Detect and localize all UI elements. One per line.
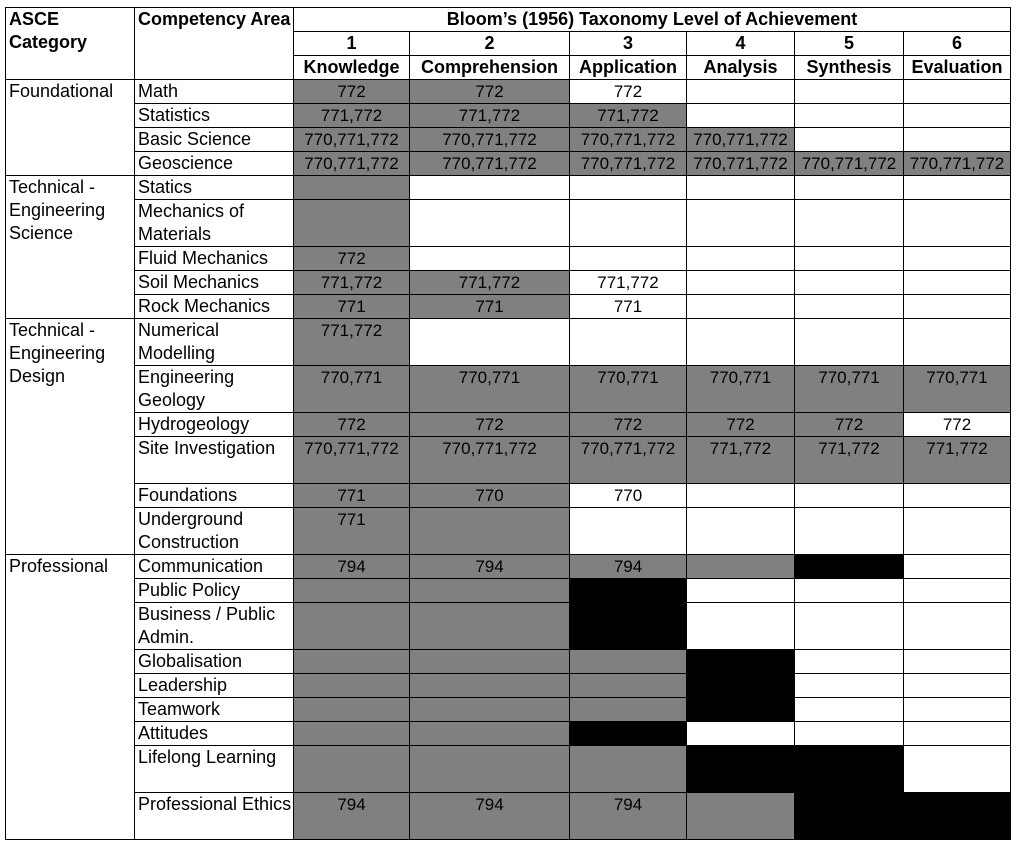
level-cell: 771,772 (294, 104, 410, 128)
level-cell (410, 722, 570, 746)
table-row (6, 128, 1011, 152)
competency-area-cell: Communication (135, 555, 294, 579)
level-cell: 771 (410, 295, 570, 319)
level-cell: 771,772 (570, 104, 687, 128)
level-cell: 770,771,772 (687, 128, 795, 152)
level-cell (687, 295, 795, 319)
competency-area-cell: Teamwork (135, 698, 294, 722)
level-cell: 770,771,772 (904, 152, 1011, 176)
level-cell (795, 128, 904, 152)
level-cell: 772 (570, 80, 687, 104)
level-cell: 770 (570, 484, 687, 508)
competency-area-cell: Engineering Geology (135, 366, 294, 413)
level-cell (410, 200, 570, 247)
level-cell: 772 (795, 413, 904, 437)
level-name: Analysis (687, 56, 795, 80)
category-cell: Technical - Engineering Science (6, 176, 135, 319)
table-row (6, 271, 1011, 295)
table-row (6, 247, 1011, 271)
level-cell (570, 176, 687, 200)
competency-area-cell: Globalisation (135, 650, 294, 674)
competency-area-cell: Fluid Mechanics (135, 247, 294, 271)
matrix-body (6, 80, 1011, 840)
level-cell: 770,771,772 (294, 152, 410, 176)
level-cell: 772 (410, 413, 570, 437)
level-cell (795, 271, 904, 295)
competency-area-cell: Soil Mechanics (135, 271, 294, 295)
level-number: 5 (795, 32, 904, 56)
level-cell: 794 (570, 555, 687, 579)
level-cell: 772 (294, 413, 410, 437)
competency-area-cell: Professional Ethics (135, 793, 294, 840)
level-cell (410, 674, 570, 698)
level-cell (294, 176, 410, 200)
level-cell (570, 247, 687, 271)
level-cell (687, 508, 795, 555)
level-cell: 794 (410, 555, 570, 579)
level-cell (904, 295, 1011, 319)
competency-area-cell: Basic Science (135, 128, 294, 152)
level-cell (687, 746, 795, 793)
level-name: Evaluation (904, 56, 1011, 80)
level-cell: 771,772 (904, 437, 1011, 484)
level-cell: 770,771,772 (410, 128, 570, 152)
level-cell (687, 271, 795, 295)
level-cell (294, 650, 410, 674)
level-cell: 770,771,772 (570, 437, 687, 484)
competency-area-cell: Attitudes (135, 722, 294, 746)
level-cell (687, 555, 795, 579)
level-cell: 771,772 (795, 437, 904, 484)
level-cell (687, 176, 795, 200)
level-cell (904, 247, 1011, 271)
table-row (6, 484, 1011, 508)
level-cell: 771,772 (294, 319, 410, 366)
table-row (6, 176, 1011, 200)
level-cell (570, 722, 687, 746)
table-row (6, 200, 1011, 247)
level-cell (410, 603, 570, 650)
level-cell (687, 722, 795, 746)
level-cell (795, 746, 904, 793)
level-cell (904, 555, 1011, 579)
level-cell (795, 247, 904, 271)
level-cell: 771,772 (410, 104, 570, 128)
level-number: 2 (410, 32, 570, 56)
level-cell (294, 722, 410, 746)
level-cell (795, 319, 904, 366)
level-cell (687, 650, 795, 674)
table-row (6, 319, 1011, 366)
level-cell (294, 674, 410, 698)
level-cell (904, 271, 1011, 295)
level-cell (904, 319, 1011, 366)
level-cell (904, 508, 1011, 555)
table-row (6, 366, 1011, 413)
level-cell (904, 104, 1011, 128)
level-cell: 771,772 (570, 271, 687, 295)
competency-area-cell: Statics (135, 176, 294, 200)
level-cell: 770,771,772 (410, 437, 570, 484)
level-number: 3 (570, 32, 687, 56)
competency-area-cell: Business / Public Admin. (135, 603, 294, 650)
level-number: 4 (687, 32, 795, 56)
level-cell: 772 (294, 80, 410, 104)
level-cell: 794 (570, 793, 687, 840)
table-row (6, 650, 1011, 674)
competency-area-cell: Math (135, 80, 294, 104)
table-row (6, 295, 1011, 319)
level-cell: 770,771,772 (410, 152, 570, 176)
level-cell (294, 603, 410, 650)
level-cell: 771 (294, 295, 410, 319)
level-cell: 771 (294, 508, 410, 555)
level-cell (570, 579, 687, 603)
level-cell (294, 200, 410, 247)
level-cell: 770,771,772 (687, 152, 795, 176)
competency-area-cell: Geoscience (135, 152, 294, 176)
table-row (6, 746, 1011, 793)
level-name: Comprehension (410, 56, 570, 80)
level-cell: 771,772 (410, 271, 570, 295)
table-row (6, 152, 1011, 176)
table-row (6, 508, 1011, 555)
level-cell (904, 80, 1011, 104)
competency-area-cell: Underground Construction (135, 508, 294, 555)
competency-matrix-table (5, 7, 1011, 840)
competency-area-cell: Rock Mechanics (135, 295, 294, 319)
level-cell (795, 793, 904, 840)
competency-area-cell: Leadership (135, 674, 294, 698)
level-cell: 770,771,772 (795, 152, 904, 176)
level-cell (795, 555, 904, 579)
level-cell (795, 650, 904, 674)
competency-area-cell: Hydrogeology (135, 413, 294, 437)
level-cell: 771,772 (294, 271, 410, 295)
level-cell (687, 200, 795, 247)
level-cell (410, 579, 570, 603)
level-cell: 770,771 (795, 366, 904, 413)
level-cell (904, 650, 1011, 674)
level-cell (294, 698, 410, 722)
table-row (6, 555, 1011, 579)
table-row (6, 674, 1011, 698)
level-cell (904, 176, 1011, 200)
level-cell (795, 674, 904, 698)
level-cell: 794 (294, 555, 410, 579)
level-cell (570, 650, 687, 674)
level-cell: 771 (294, 484, 410, 508)
level-cell (410, 508, 570, 555)
competency-area-cell: Lifelong Learning (135, 746, 294, 793)
level-cell (904, 128, 1011, 152)
category-cell: Technical - Engineering Design (6, 319, 135, 555)
level-cell (570, 603, 687, 650)
level-cell (687, 579, 795, 603)
level-name: Synthesis (795, 56, 904, 80)
level-number: 1 (294, 32, 410, 56)
level-cell (570, 200, 687, 247)
level-cell: 771,772 (687, 437, 795, 484)
competency-area-cell: Foundations (135, 484, 294, 508)
level-cell (570, 319, 687, 366)
level-cell (570, 674, 687, 698)
level-cell (795, 80, 904, 104)
level-cell (687, 793, 795, 840)
level-cell (570, 746, 687, 793)
table-row (6, 793, 1011, 840)
level-cell (795, 176, 904, 200)
level-cell (687, 104, 795, 128)
level-cell (410, 698, 570, 722)
level-cell (795, 200, 904, 247)
table-row (6, 413, 1011, 437)
level-cell (687, 674, 795, 698)
level-cell: 770 (410, 484, 570, 508)
competency-area-cell: Public Policy (135, 579, 294, 603)
level-cell (294, 579, 410, 603)
level-cell (795, 603, 904, 650)
level-cell (795, 508, 904, 555)
level-cell: 770,771 (904, 366, 1011, 413)
level-cell: 772 (687, 413, 795, 437)
level-cell (795, 579, 904, 603)
level-cell: 772 (294, 247, 410, 271)
table-row (6, 698, 1011, 722)
level-cell (904, 722, 1011, 746)
level-cell: 770,771 (410, 366, 570, 413)
level-cell (410, 247, 570, 271)
level-cell (687, 247, 795, 271)
competency-area-cell: Statistics (135, 104, 294, 128)
table-row (6, 104, 1011, 128)
table-row (6, 437, 1011, 484)
level-cell (904, 484, 1011, 508)
level-cell (904, 698, 1011, 722)
level-cell (410, 650, 570, 674)
level-cell: 770,771,772 (294, 128, 410, 152)
competency-area-header: Competency Area (135, 8, 294, 80)
level-cell (795, 104, 904, 128)
level-cell (570, 698, 687, 722)
level-cell (795, 484, 904, 508)
level-cell: 794 (294, 793, 410, 840)
competency-area-cell: Numerical Modelling (135, 319, 294, 366)
level-cell (410, 319, 570, 366)
level-cell: 770,771 (687, 366, 795, 413)
level-name: Knowledge (294, 56, 410, 80)
asce-category-header: ASCE Category (6, 8, 135, 80)
level-cell (410, 176, 570, 200)
level-cell (570, 508, 687, 555)
level-cell (904, 674, 1011, 698)
category-cell: Foundational (6, 80, 135, 176)
level-cell (687, 319, 795, 366)
level-cell: 771 (570, 295, 687, 319)
level-cell (795, 698, 904, 722)
level-cell (687, 484, 795, 508)
level-cell: 770,771,772 (294, 437, 410, 484)
level-cell: 772 (410, 80, 570, 104)
table-row (6, 579, 1011, 603)
competency-area-cell: Site Investigation (135, 437, 294, 484)
level-cell: 770,771,772 (570, 128, 687, 152)
level-cell (410, 746, 570, 793)
level-cell: 770,771 (294, 366, 410, 413)
level-cell (904, 746, 1011, 793)
level-cell: 772 (904, 413, 1011, 437)
level-name: Application (570, 56, 687, 80)
level-cell (795, 722, 904, 746)
level-cell (904, 579, 1011, 603)
category-cell: Professional (6, 555, 135, 840)
level-cell: 770,771 (570, 366, 687, 413)
level-cell: 770,771,772 (570, 152, 687, 176)
level-cell (294, 746, 410, 793)
level-cell: 772 (570, 413, 687, 437)
level-cell (687, 80, 795, 104)
level-cell (795, 295, 904, 319)
level-cell (687, 603, 795, 650)
level-cell (904, 603, 1011, 650)
level-cell (687, 698, 795, 722)
level-cell (904, 200, 1011, 247)
table-row (6, 603, 1011, 650)
level-cell: 794 (410, 793, 570, 840)
table-row (6, 80, 1011, 104)
level-cell (904, 793, 1011, 840)
competency-area-cell: Mechanics of Materials (135, 200, 294, 247)
taxonomy-title: Bloom’s (1956) Taxonomy Level of Achievement (294, 8, 1011, 32)
level-number: 6 (904, 32, 1011, 56)
table-row (6, 722, 1011, 746)
